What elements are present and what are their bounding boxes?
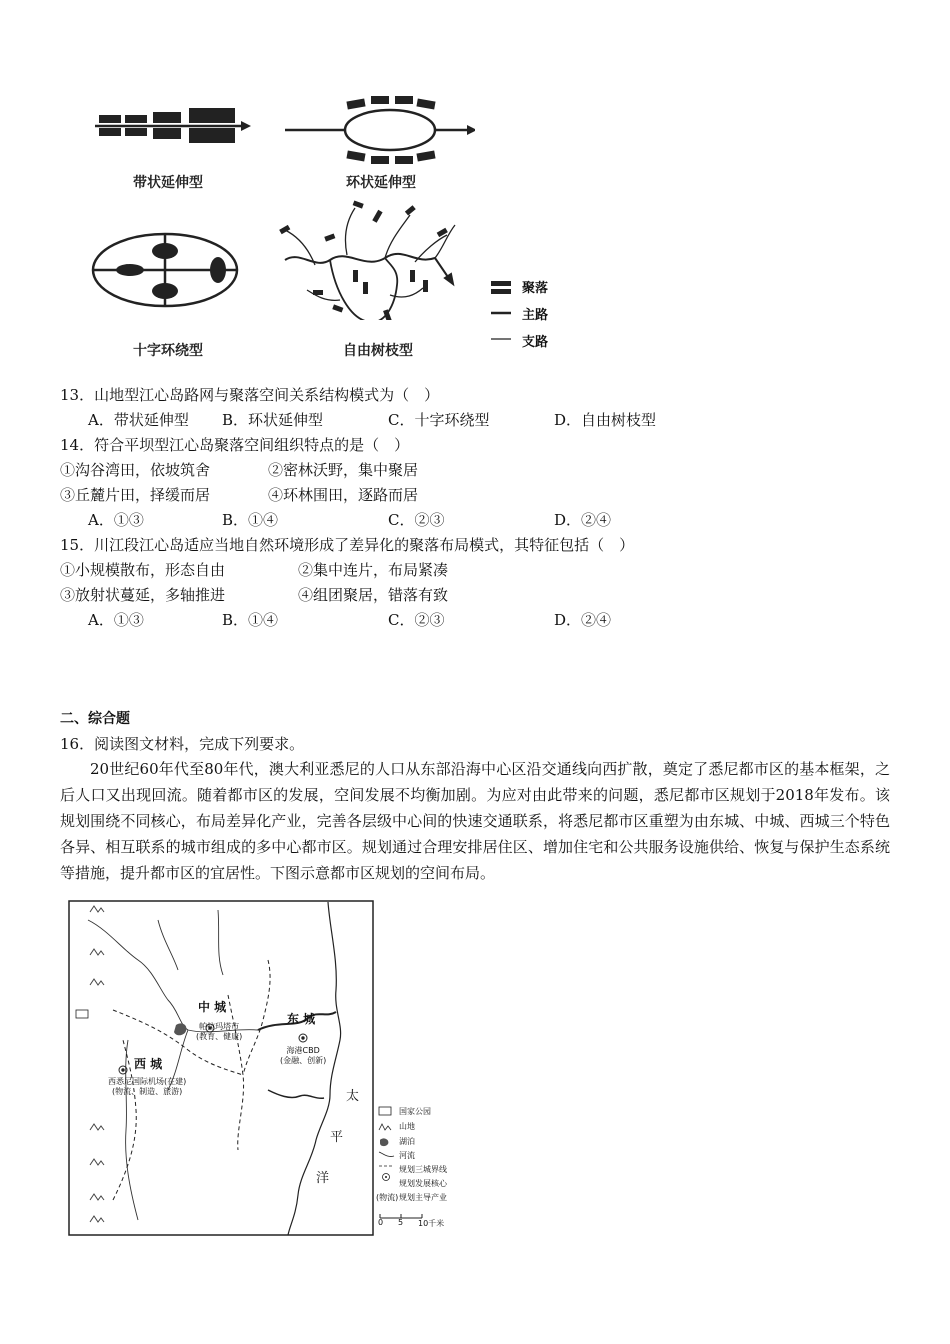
q14-statement-4: ④环林围田，逐路而居 [268, 486, 419, 504]
q15-option-c[interactable]: C．②③ [388, 611, 445, 629]
legend-branch-road: 支路 [522, 335, 549, 350]
map-legend-industry: 规划主导产业 [399, 1193, 447, 1202]
map-legend-river: 河流 [399, 1151, 415, 1160]
q14-option-c[interactable]: C．②③ [388, 511, 445, 529]
q14-statement-3: ③丘麓片田，择缓而居 [60, 486, 211, 504]
core-harbour-name: 海港CBD [286, 1046, 320, 1055]
zone-label-east: 东 城 [287, 1012, 316, 1026]
scale-0: 0 [378, 1218, 384, 1227]
map-legend-mountain: 山地 [399, 1122, 415, 1131]
caption-ring: 环状延伸型 [346, 175, 416, 191]
zone-label-central: 中 城 [198, 1000, 227, 1014]
q13-option-b[interactable]: B．环状延伸型 [222, 411, 324, 429]
strip-pattern-diagram [95, 108, 251, 143]
q15-option-b[interactable]: B．①④ [222, 611, 279, 629]
core-airport [108, 1077, 186, 1097]
map-legend-park: 国家公园 [399, 1107, 431, 1116]
ocean-label-2: 平 [330, 1130, 344, 1145]
q14-option-a[interactable]: A．①③ [88, 511, 144, 529]
section-title: 二、综合题 [60, 711, 130, 727]
core-parramatta-name: 帕拉玛塔市 [199, 1022, 240, 1031]
q14-statement-1: ①沟谷湾田，依坡筑舍 [60, 461, 211, 479]
q15-stem: 15．川江段江心岛适应当地自然环境形成了差异化的聚落布局模式，其特征包括（ ） [60, 536, 635, 554]
map-legend-lake: 湖泊 [399, 1137, 415, 1146]
q16-stem: 16．阅读图文材料，完成下列要求。 [60, 735, 305, 753]
scale-5: 5 [398, 1218, 404, 1227]
ring-pattern-diagram [285, 96, 475, 164]
settlement-symbol [491, 281, 511, 286]
core-parramatta-industry: (教育、健康) [196, 1032, 243, 1041]
core-airport-industry: (物流、制造、旅游) [112, 1087, 183, 1096]
core-harbour [280, 1046, 326, 1066]
caption-tree: 自由树枝型 [343, 343, 413, 359]
settlement-pattern-figure [85, 90, 475, 320]
q13-option-a[interactable]: A．带状延伸型 [88, 411, 189, 429]
ocean-label-3: 洋 [316, 1171, 330, 1186]
q15-option-a[interactable]: A．①③ [88, 611, 144, 629]
core-harbour-industry: (金融、创新) [280, 1056, 327, 1065]
q15-option-d[interactable]: D．②④ [554, 611, 612, 629]
q15-statement-3: ③放射状蔓延，多轴推进 [60, 586, 226, 604]
q13-option-c[interactable]: C．十字环绕型 [388, 411, 490, 429]
q14-stem: 14．符合平坝型江心岛聚落空间组织特点的是（ ） [60, 436, 410, 454]
q14-option-d[interactable]: D．②④ [554, 511, 612, 529]
figure1-legend-symbols [488, 278, 518, 348]
q15-statement-2: ②集中连片，布局紧凑 [298, 561, 449, 579]
q15-statement-1: ①小规模散布，形态自由 [60, 561, 226, 579]
zone-label-west: 西 城 [134, 1057, 163, 1071]
map-legend-industry-mark: (物流) [376, 1193, 399, 1202]
caption-cross: 十字环绕型 [133, 343, 203, 359]
tree-pattern-diagram [279, 200, 455, 320]
ocean-label-1: 太 [346, 1089, 360, 1104]
caption-strip: 带状延伸型 [133, 175, 203, 191]
map-legend-symbols [376, 1104, 398, 1204]
map-legend-core: 规划发展核心 [399, 1179, 447, 1188]
q16-material-paragraph: 20世纪60年代至80年代，澳大利亚悉尼的人口从东部沿海中心区沿交通线向西扩散，奠定了悉尼都市区的基本框架，之后人口又出现回流。随着都市区的发展，空间发展不均衡加剧。为应对由此带来的问题，悉尼都市区规划于2018年发布。该规划围绕不同核心，布局差异化产业，完善各层级中心间的快速交通联系，将悉尼都市区重塑为由东城、中城、西城三个特色各异、相互联系的城市组成的多中心都市区。规划通过合理安排居住区、增加住宅和公共服务设施供给、恢复与保护生态系统等措施，提升都市区的宜居性。下图示意都市区规划的空间布局。 [60, 760, 890, 882]
core-parramatta [196, 1022, 242, 1042]
q13-option-d[interactable]: D．自由树枝型 [554, 411, 657, 429]
q15-statement-4: ④组团聚居，错落有致 [298, 586, 449, 604]
cross-pattern-diagram [93, 234, 237, 306]
map-legend-boundary: 规划三城界线 [399, 1165, 447, 1174]
q13-stem: 13．山地型江心岛路网与聚落空间关系结构模式为（ ） [60, 386, 440, 404]
legend-main-road: 主路 [522, 308, 549, 323]
scale-10: 10千米 [418, 1219, 445, 1228]
legend-settlement: 聚落 [522, 281, 549, 296]
q14-option-b[interactable]: B．①④ [222, 511, 279, 529]
q14-statement-2: ②密林沃野，集中聚居 [268, 461, 419, 479]
core-airport-name: 西悉尼国际机场(在建) [108, 1077, 187, 1086]
